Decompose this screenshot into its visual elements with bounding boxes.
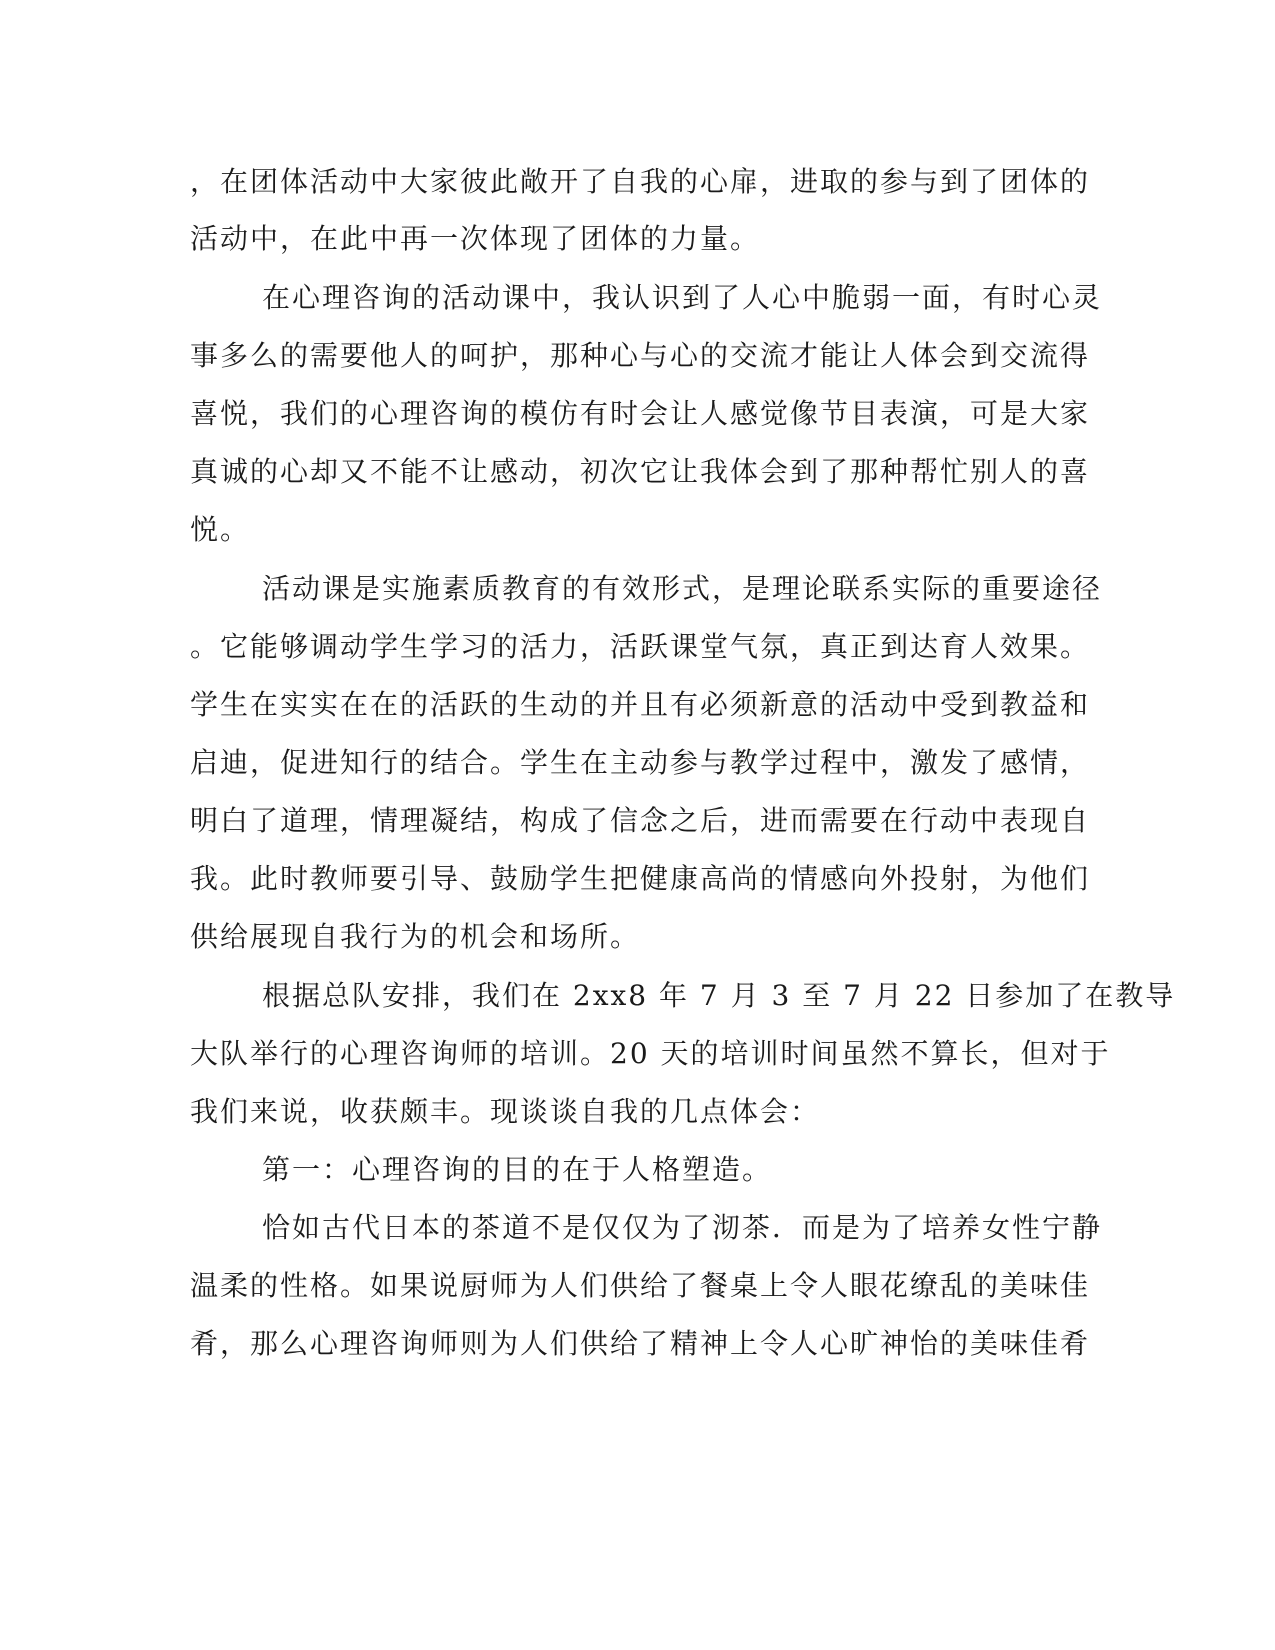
text-line: 供给展现自我行为的机会和场所。	[190, 920, 641, 953]
paragraph-first-line: 恰如古代日本的茶道不是仅仅为了沏茶．而是为了培养女性宁静	[262, 1211, 1103, 1244]
paragraph-first-line: 活动课是实施素质教育的有效形式，是理论联系实际的重要途径	[262, 572, 1103, 605]
text-line: 温柔的性格。如果说厨师为人们供给了餐桌上令人眼花缭乱的美味佳	[190, 1269, 1091, 1302]
text-line: 启迪，促进知行的结合。学生在主动参与教学过程中，激发了感情，	[190, 746, 1091, 779]
text-line: 大队举行的心理咨询师的培训。20 天的培训时间虽然不算长，但对于	[190, 1037, 1111, 1070]
section-heading: 第一：心理咨询的目的在于人格塑造。	[262, 1153, 773, 1186]
text-line: 活动中，在此中再一次体现了团体的力量。	[190, 222, 761, 255]
text-line: 我们来说，收获颇丰。现谈谈自我的几点体会：	[190, 1095, 821, 1128]
text-line: 我。此时教师要引导、鼓励学生把健康高尚的情感向外投射，为他们	[190, 862, 1091, 895]
paragraph-first-line: 在心理咨询的活动课中，我认识到了人心中脆弱一面，有时心灵	[262, 281, 1103, 314]
text-line: 明白了道理，情理凝结，构成了信念之后，进而需要在行动中表现自	[190, 804, 1091, 837]
text-line: 喜悦，我们的心理咨询的模仿有时会让人感觉像节目表演，可是大家	[190, 397, 1091, 430]
text-line: 事多么的需要他人的呵护，那种心与心的交流才能让人体会到交流得	[190, 339, 1091, 372]
text-line: 悦。	[190, 513, 251, 546]
text-line: 学生在实实在在的活跃的生动的并且有必须新意的活动中受到教益和	[190, 688, 1091, 721]
paragraph-first-line: 根据总队安排，我们在 2xx8 年 7 月 3 至 7 月 22 日参加了在教导	[262, 979, 1176, 1012]
text-line: ，在团体活动中大家彼此敞开了自我的心扉，进取的参与到了团体的	[190, 165, 1091, 198]
text-line: 真诚的心却又不能不让感动，初次它让我体会到了那种帮忙别人的喜	[190, 455, 1091, 488]
text-line: 肴，那么心理咨询师则为人们供给了精神上令人心旷神怡的美味佳肴	[190, 1327, 1091, 1360]
text-line: 。它能够调动学生学习的活力，活跃课堂气氛，真正到达育人效果。	[190, 630, 1091, 663]
